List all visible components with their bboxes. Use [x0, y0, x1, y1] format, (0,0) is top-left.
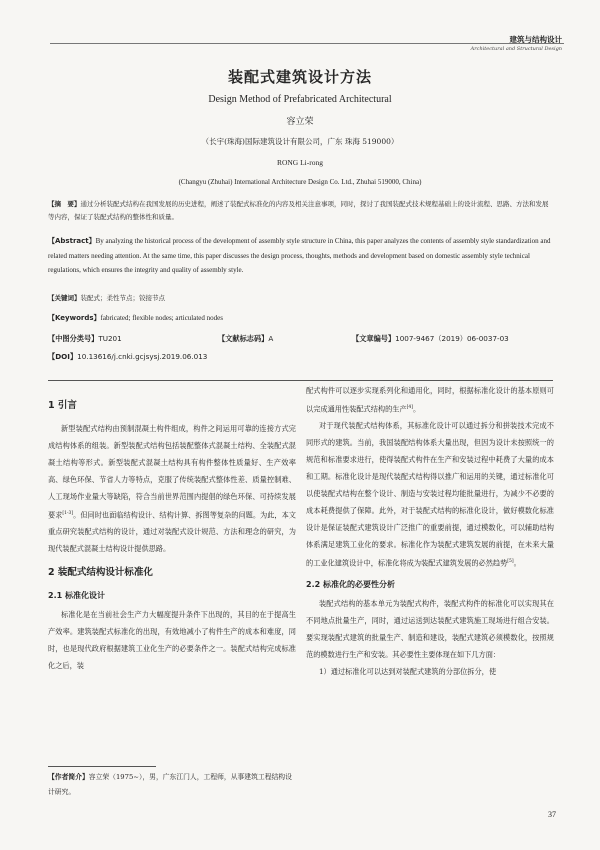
keywords-cn-label: 【关键词】 [48, 294, 81, 302]
left-column [48, 390, 296, 674]
section-2-heading: 2 装配式结构设计标准化 [48, 567, 153, 579]
standardization-text: 对于现代装配式结构体系，其标准化设计可以通过拆分和拼装技术完成不同形式的建筑。当前，我国装配结构体系大量出现，但因为设计未按照统一的规范和标准要求进行，使得装配式构件在生产和安装过程中耗费了大量的成本和工期。标准化设计是现代装配式结构得以推广和运用的关键，通过标准化可以使装配式结构在整个设计、制造与安装过程均能批量进行，为减少不必要的成本耗费提供了保障。此外，对于装配式结构的标准化设计，做好模数化标准设计是保证装配式建筑设计广泛推广的重要前提，通过模数化，可以辅助结构体系满足建筑工业化的要求。标准化作为装配式建筑发展的前提，在未来大量的工业化建筑设计中，标准化将成为装配式建筑发展的必然趋势 [306, 421, 554, 568]
author-name: 容立荣 [286, 117, 314, 127]
article-number [352, 334, 509, 344]
doi-value: 10.13616/j.cnki.gcjsysj.2019.06.013 [77, 352, 208, 361]
list-item-1: 1）通过标准化可以达到对装配式建筑的分部位拆分，使 [318, 666, 497, 676]
journal-name: 建筑与结构设计 [509, 35, 562, 44]
section-2-2-paragraph: 装配式结构的基本单元为装配式构件，装配式构件的标准化可以实现其在不同地点批量生产，同时，通过运送到达装配式建筑施工现场进行组合安装。要实现装配式建筑的批量生产、制造和建设，装配式建筑必须模数化，按照规范的模数进行生产和安装。其必要性主要体现在如下几方面： [306, 598, 554, 659]
affiliation-en: (Changyu (Zhuhai) International Architecture Design Co. Ltd., Zhuhai 519000, China) [178, 178, 422, 186]
clc-label: 【中图分类号】 [48, 334, 99, 343]
section-2-1-paragraph: 标准化是在当前社会生产力大幅度提升条件下出现的，其目的在于提高生产效率。建筑装配式标准化的出现，有效地减小了构件生产的成本和难度，同时，也是现代政府根据建筑工业化生产的必要条件之一。装配式结构完成标准化之后，装 [48, 610, 296, 671]
doi [48, 352, 207, 362]
footnote-text: 容立荣（1975~），男，广东江门人，工程师，从事建筑工程结构设计研究。 [48, 773, 292, 796]
author-name-en: RONG Li-rong [276, 158, 324, 167]
doi-label: 【DOI】 [48, 352, 78, 361]
keywords-cn [48, 292, 552, 305]
abstract-en-label: 【Abstract】 [48, 237, 96, 245]
affiliation: （长宇(珠海)国际建筑设计有限公司，广东 珠海 519000） [201, 137, 399, 146]
footnote-label: 【作者简介】 [48, 773, 89, 781]
paragraph-continued-text: 配式构件可以逐步实现系列化和通用化，同时，根据标准化设计的基本原则可以完成通用性装配式结构的生产 [306, 386, 554, 414]
keywords-en-label: 【Keywords】 [48, 314, 101, 322]
paper-title: 装配式建筑设计方法 [227, 68, 372, 86]
standardization-text-end: 。 [513, 558, 521, 568]
section-1-text: 新型装配式结构由预制混凝土构件组成，构件之间运用可靠的连接方式完成结构体系的组装。新型装配式结构包括装配整体式混凝土结构、全装配式混凝土结构等形式。新型装配式混凝土结构具有构件整体性质量好、生产效率高、绿色环保、节省人力等特点，克服了传统装配式整体性差、质量控制难、人工现场作业量大等缺陷，符合当前世界范围内提倡的绿色环保、可持续发展要求 [48, 424, 296, 520]
abstract-cn-label: 【摘 要】 [48, 200, 81, 208]
journal-name-en: Architectural and Structural Design [470, 46, 562, 52]
abstract-en-text: By analyzing the historical process of the development of assembly style structure in China, this paper analyzes the contents of assembly style standardization and related matters needing attention. At the same time, this paper discusses the design process, thoughts, methods and development based on domestic assembly style technical regulations, which ensures the integrity and quality of assembly style. [48, 237, 551, 274]
keywords-en-text: fabricated; flexible nodes; articulated nodes [100, 314, 223, 322]
section-1-heading: 1 引言 [48, 400, 77, 411]
abstract-cn-text: 通过分析装配式结构在我国发展的历史进程，阐述了装配式标准化的内容及相关注意事项，同时，探讨了我国装配式技术规程基础上的设计流程、思路、方法和发展等内容，保证了装配式结构的整体性和质量。 [48, 200, 549, 221]
abstract-cn [48, 198, 552, 223]
citation: [1-3] [62, 511, 74, 516]
section-divider [48, 380, 553, 381]
document-code [218, 334, 273, 344]
header-rule [50, 43, 564, 44]
section-2-1-heading: 2.1 标准化设计 [48, 591, 105, 601]
citation: [5] [507, 559, 514, 565]
paragraph-continued-end: 。 [413, 404, 421, 414]
footnote-rule [48, 766, 156, 767]
article-label: 【文章编号】 [352, 334, 396, 343]
page-number: 37 [548, 810, 556, 819]
standardization-paragraph [306, 417, 554, 571]
section-2-2-heading: 2.2 标准化的必要性分析 [306, 579, 395, 589]
paper-title-en: Design Method of Prefabricated Architectural [208, 94, 392, 105]
clc-value: TU201 [98, 334, 122, 343]
doccode-label: 【文献标志码】 [218, 334, 269, 343]
paragraph-continued [306, 382, 554, 417]
keywords-cn-text: 装配式；柔性节点；铰接节点 [80, 294, 165, 302]
section-1-text-end: 。但同时也面临结构设计、结构计算、拆图等复杂的问题。为此，本文重点研究装配式结构的设计，通过对装配式设计规范、方法和理念的研究，为现代装配式混凝土结构设计提供思路。 [48, 510, 296, 554]
abstract-en [48, 234, 552, 278]
author-footnote [48, 770, 294, 800]
keywords-en [48, 311, 552, 326]
right-column [306, 382, 554, 680]
citation: [4] [406, 405, 414, 410]
doccode-value: A [268, 334, 274, 343]
section-1-paragraph [48, 420, 296, 557]
article-value: 1007-9467（2019）06-0037-03 [395, 334, 509, 343]
clc-number [48, 334, 122, 344]
